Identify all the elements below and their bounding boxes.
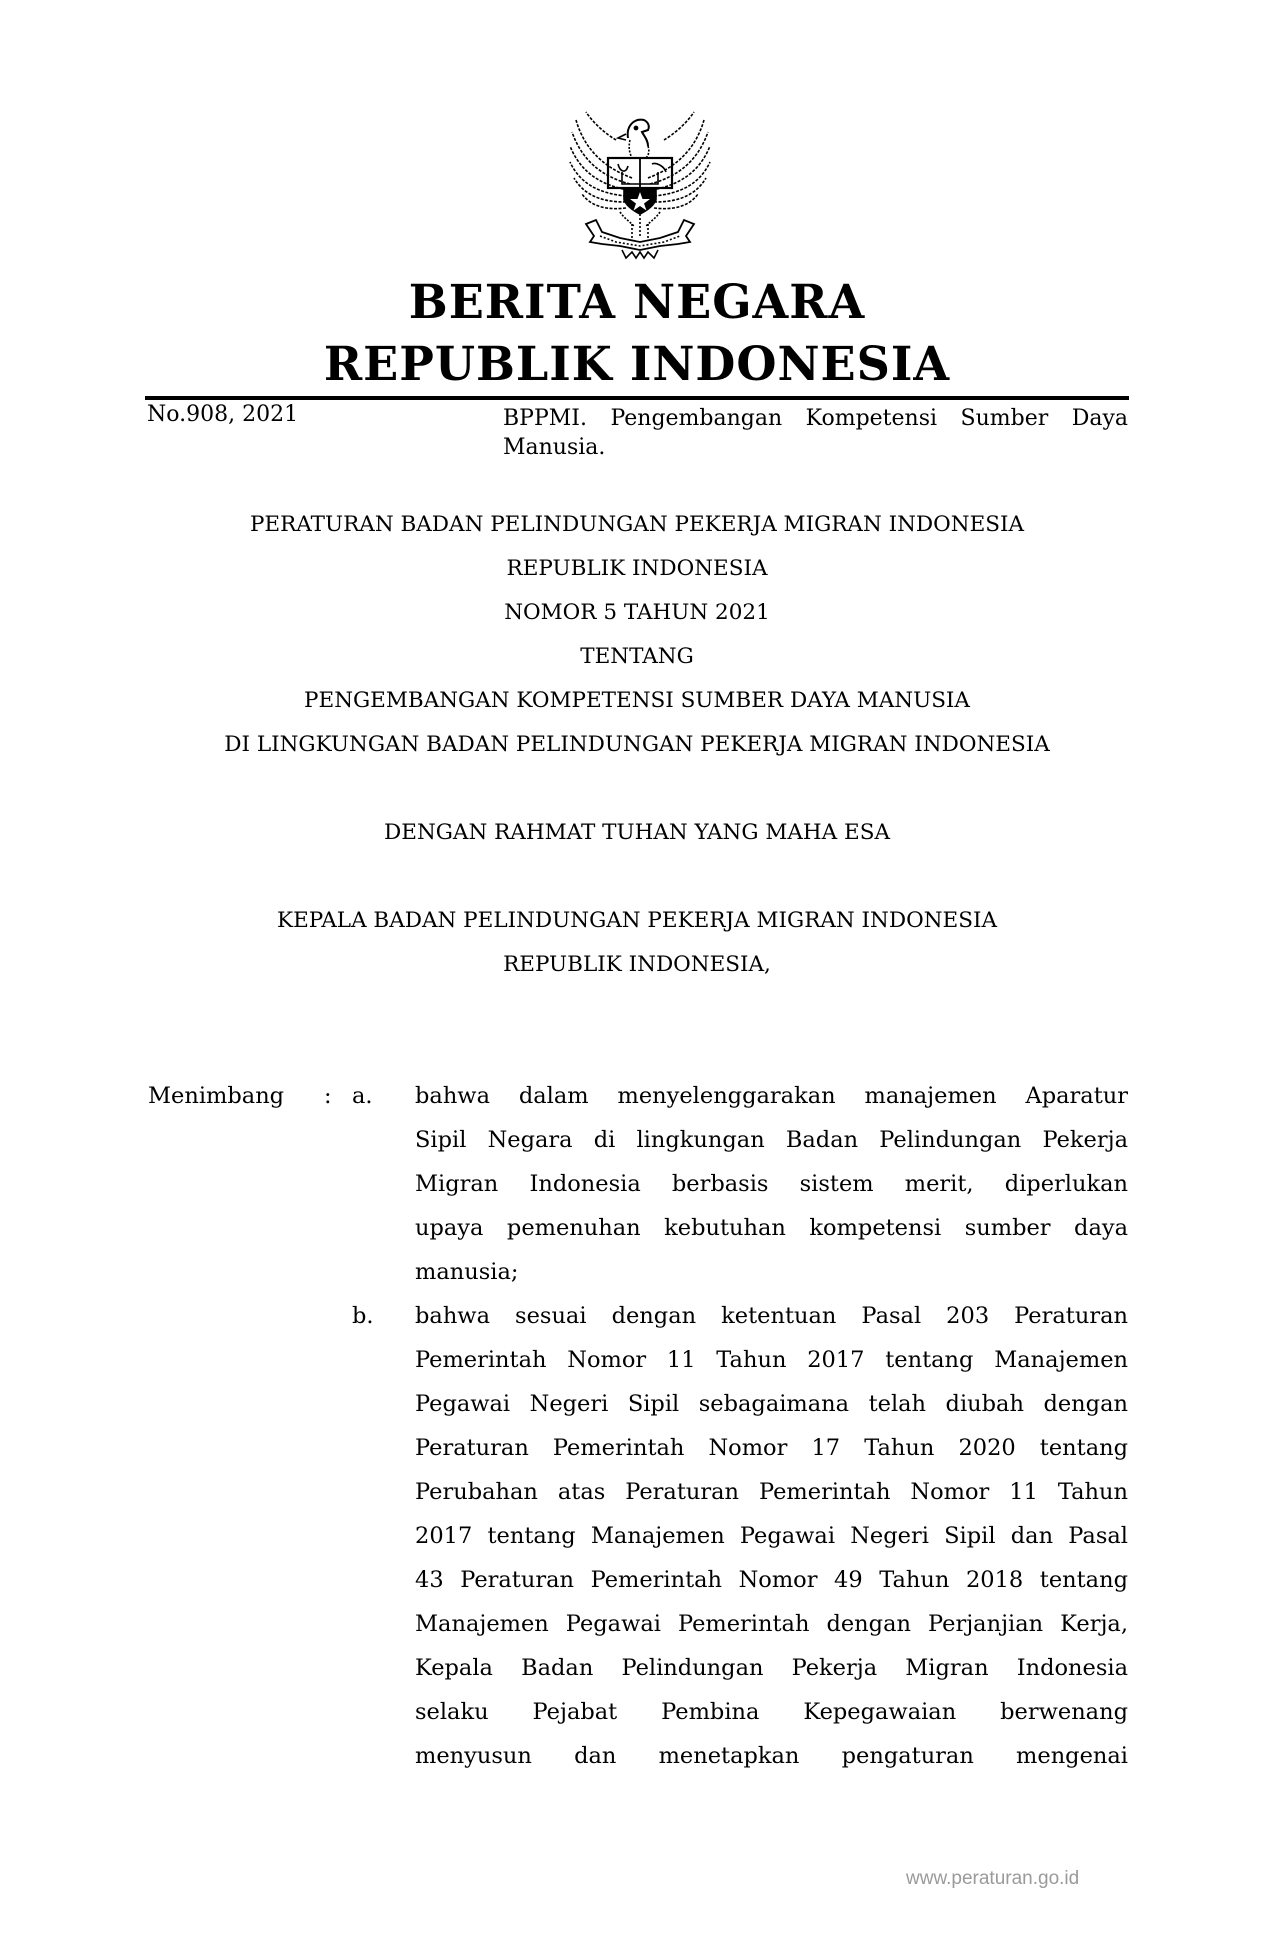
footer-website-link[interactable]: www.peraturan.go.id — [906, 1868, 1080, 1889]
consideration-b-line: Pemerintah Nomor 11 Tahun 2017 tentang Manajemen — [415, 1347, 1128, 1373]
consideration-b-line: selaku Pejabat Pembina Kepegawaian berwenang — [415, 1699, 1128, 1725]
masthead-title: BERITA NEGARA — [408, 275, 866, 330]
consideration-a-line: upaya pemenuhan kebutuhan kompetensi sumber daya — [415, 1215, 1128, 1241]
regulation-subject-line: PENGEMBANGAN KOMPETENSI SUMBER DAYA MANUSIA — [304, 688, 970, 713]
consideration-a-line: bahwa dalam menyelenggarakan manajemen Aparatur — [415, 1083, 1128, 1109]
masthead-subtitle: REPUBLIK INDONESIA — [323, 337, 951, 392]
consideration-marker-b: b. — [352, 1303, 374, 1329]
consideration-a-line: Sipil Negara di lingkungan Badan Pelindungan Pekerja — [415, 1127, 1128, 1153]
consideration-a-line: Migran Indonesia berbasis sistem merit, diperlukan — [415, 1171, 1128, 1197]
garuda-emblem-icon — [556, 100, 724, 260]
consideration-b-line: 43 Peraturan Pemerintah Nomor 49 Tahun 2018 tentang — [415, 1567, 1128, 1593]
consideration-b-line: menyusun dan menetapkan pengaturan mengenai — [415, 1743, 1128, 1769]
consideration-a-line: manusia; — [415, 1259, 519, 1285]
consideration-b-line: Kepala Badan Pelindungan Pekerja Migran Indonesia — [415, 1655, 1128, 1681]
issuer-line: KEPALA BADAN PELINDUNGAN PEKERJA MIGRAN INDONESIA — [277, 908, 997, 933]
consideration-marker-a: a. — [352, 1083, 373, 1109]
consideration-b-line: bahwa sesuai dengan ketentuan Pasal 203 Peraturan — [415, 1303, 1128, 1329]
consideration-b-line: 2017 tentang Manajemen Pegawai Negeri Sipil dan Pasal — [415, 1523, 1128, 1549]
masthead-divider — [145, 396, 1129, 400]
invocation: DENGAN RAHMAT TUHAN YANG MAHA ESA — [384, 820, 890, 845]
regulation-title-line: PERATURAN BADAN PELINDUNGAN PEKERJA MIGRAN INDONESIA — [249, 512, 1025, 537]
regulation-number: NOMOR 5 TAHUN 2021 — [504, 600, 770, 625]
consideration-b-line: Perubahan atas Peraturan Pemerintah Nomor 11 Tahun — [415, 1479, 1128, 1505]
regulation-about-label: TENTANG — [580, 644, 694, 669]
considerations-colon: : — [324, 1083, 332, 1109]
issuer-line: REPUBLIK INDONESIA, — [503, 952, 771, 977]
regulation-subject-line: DI LINGKUNGAN BADAN PELINDUNGAN PEKERJA MIGRAN INDONESIA — [224, 732, 1050, 757]
consideration-b-line: Pegawai Negeri Sipil sebagaimana telah diubah dengan — [415, 1391, 1128, 1417]
consideration-b-line: Manajemen Pegawai Pemerintah dengan Perjanjian Kerja, — [415, 1611, 1128, 1637]
gazette-subject: BPPMI. Pengembangan Kompetensi Sumber Daya Manusia. — [503, 406, 1128, 460]
consideration-b-line: Peraturan Pemerintah Nomor 17 Tahun 2020 tentang — [415, 1435, 1128, 1461]
regulation-title-line: REPUBLIK INDONESIA — [506, 556, 768, 581]
considerations-label: Menimbang — [148, 1083, 285, 1109]
gazette-number: No.908, 2021 — [147, 402, 299, 427]
